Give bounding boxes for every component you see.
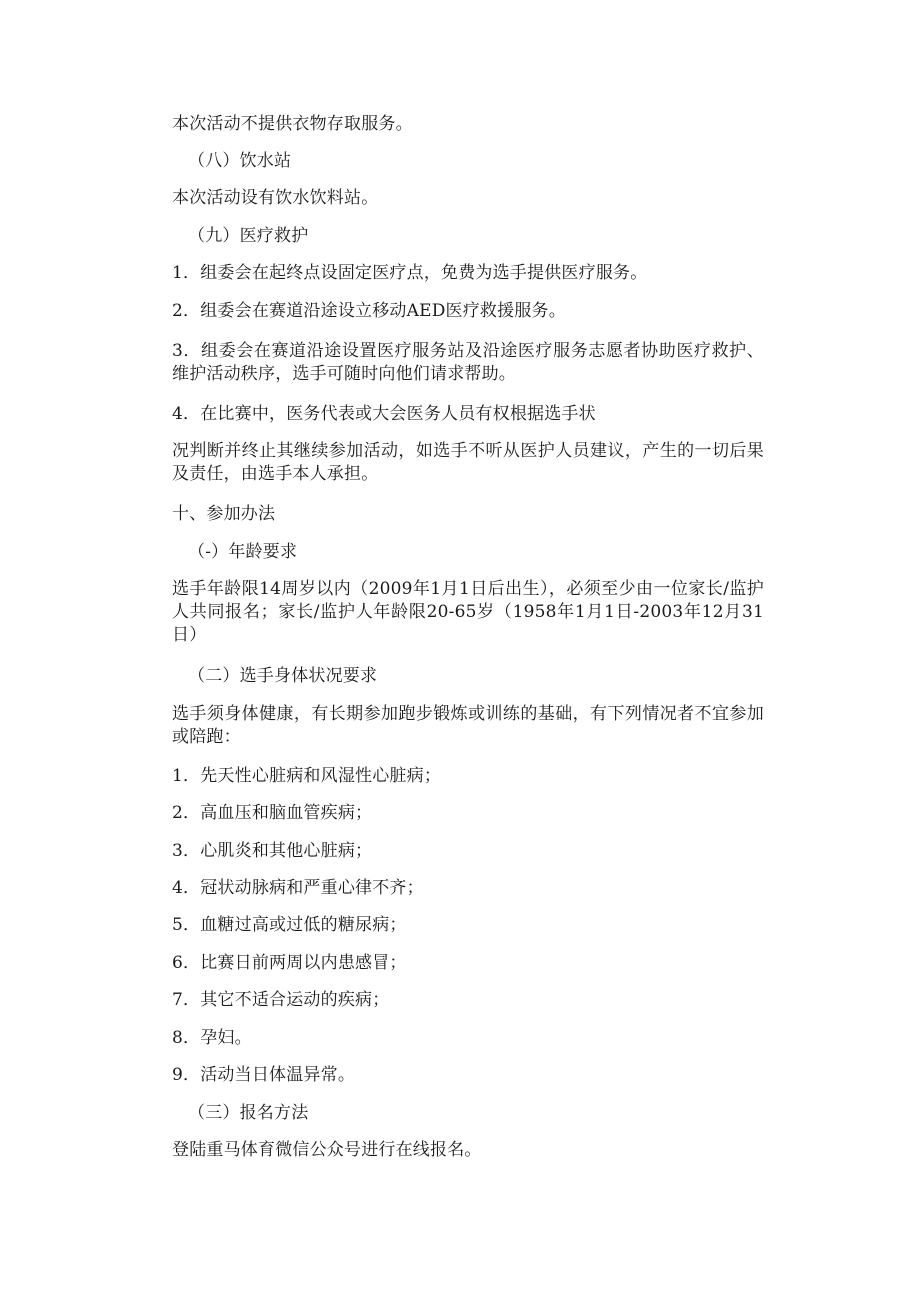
- registration-text: 登陆重马体育微信公众号进行在线报名。: [172, 1140, 482, 1160]
- heading-health-requirement: （二）选手身体状况要求: [188, 666, 378, 686]
- heading-water-station: （八）饮水站: [188, 151, 292, 171]
- water-station-text: 本次活动设有饮水饮料站。: [172, 188, 379, 208]
- health-requirement-text: 选手须身体健康，有长期参加跑步锻炼或训练的基础，有下列情况者不宜参加或陪跑：: [172, 704, 764, 747]
- condition-item-7: 7．其它不适合运动的疾病；: [172, 990, 390, 1010]
- age-requirement-text: 选手年龄限14周岁以内（2009年1月1日后出生），必须至少由一位家长/监护人共同报名；家长/监护人年龄限20-65岁（1958年1月1日-2003年12月31日）: [172, 579, 764, 645]
- condition-item-9: 9．活动当日体温异常。: [172, 1065, 356, 1085]
- storage-notice: 本次活动不提供衣物存取服务。: [172, 114, 413, 134]
- condition-item-8: 8．孕妇。: [172, 1028, 252, 1048]
- condition-item-3: 3．心肌炎和其他心脏病；: [172, 841, 373, 861]
- condition-item-6: 6．比赛日前两周以内患感冒；: [172, 953, 407, 973]
- medical-item-4-continued: 况判断并终止其继续参加活动，如选手不听从医护人员建议，产生的一切后果及责任，由选手本人承担。: [172, 441, 764, 484]
- heading-medical-aid: （九）医疗救护: [188, 226, 309, 246]
- condition-item-1: 1．先天性心脏病和风湿性心脏病；: [172, 766, 442, 786]
- heading-age-requirement: （-）年龄要求: [188, 542, 298, 562]
- medical-item-4: 4．在比赛中，医务代表或大会医务人员有权根据选手状: [172, 404, 596, 424]
- medical-item-2: 2．组委会在赛道沿途设立移动AED医疗救援服务。: [172, 301, 566, 321]
- condition-item-5: 5．血糖过高或过低的糖尿病；: [172, 915, 407, 935]
- heading-registration: （三）报名方法: [188, 1103, 309, 1123]
- section-participation: 十、参加办法: [172, 504, 276, 524]
- condition-item-2: 2．高血压和脑血管疾病；: [172, 803, 373, 823]
- medical-item-1: 1．组委会在起终点设固定医疗点，免费为选手提供医疗服务。: [172, 263, 648, 283]
- medical-item-3: 3．组委会在赛道沿途设置医疗服务站及沿途医疗服务志愿者协助医疗救护、维护活动秩序，选手可随时向他们请求帮助。: [172, 341, 764, 384]
- condition-item-4: 4．冠状动脉病和严重心律不齐；: [172, 878, 424, 898]
